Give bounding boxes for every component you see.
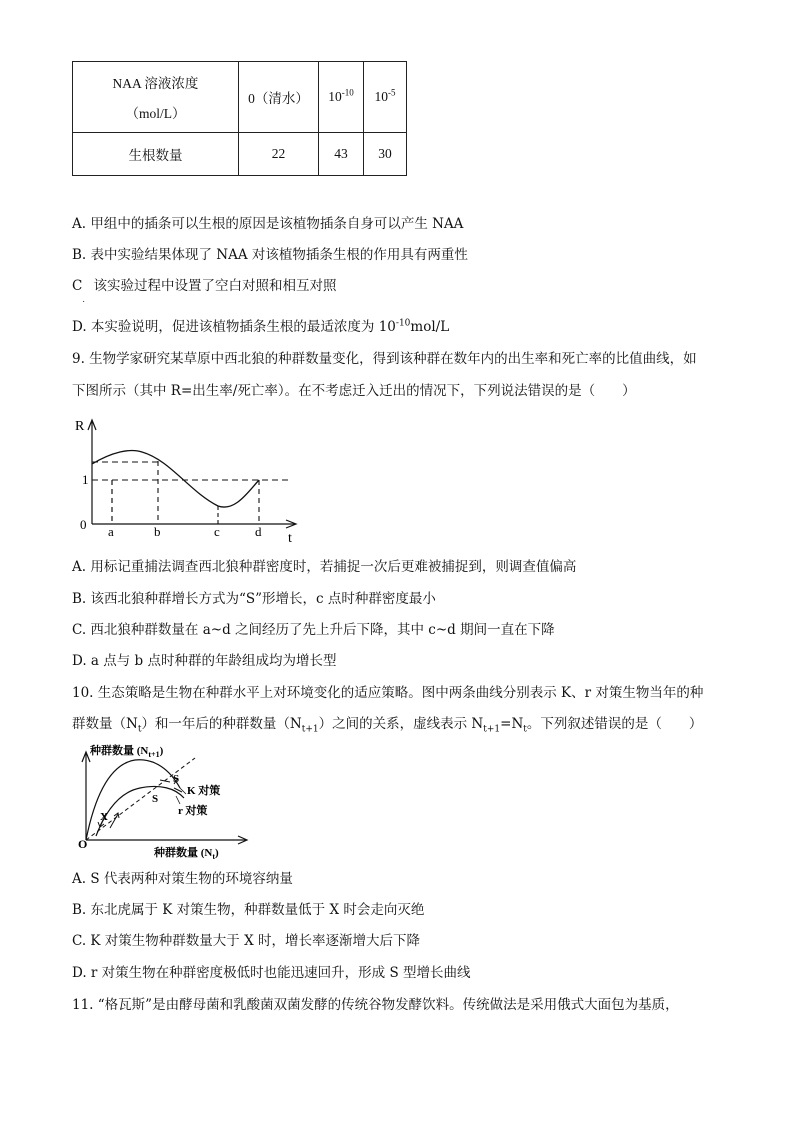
table-header-col2 [364,62,407,133]
table-header-col1 [319,62,364,133]
q10-option-a: A. S 代表两种对策生物的环境容纳量 [72,871,293,887]
q10-r-curve [86,760,180,840]
q9-stem-line2: 下图所示（其中 R=出生率/死亡率）。在不考虑迁入迁出的情况下，下列说法错误的是（ ） [72,383,636,399]
q8-option-d-post: mol/L [410,319,450,335]
q10-identity-line [86,758,195,840]
q10-stem-sub1: t [137,724,142,735]
q9-x-label: t [288,531,292,544]
table-header-label-line2: （mol/L） [125,106,186,121]
q10-stem-part-b: ）和一年后的种群数量（N [141,716,302,732]
col2-exp: -5 [388,87,396,98]
q10-option-d: D. r 对策生物在种群密度极低时也能迅速回升，形成 S 型增长曲线 [72,965,471,981]
q9-option-c: C. 西北狼种群数量在 a~d 之间经历了先上升后下降，其中 c~d 期间一直在下降 [72,622,555,638]
q10-option-b: B. 东北虎属于 K 对策生物，种群数量低于 X 时会走向灭绝 [72,902,425,918]
q10-point-x: X [100,811,108,823]
table-header-label-line1: NAA 溶液浓度 [112,76,199,91]
table-header-col0: 0（清水） [239,62,319,133]
col1-base: 10 [328,89,342,104]
q9-point-c: c [214,524,220,539]
table-row-label: 生根数量 [73,133,239,176]
q8-option-c: $C_.$ 该实验过程中设置了空白对照和相互对照 [72,278,337,304]
q9-option-a: A. 用标记重捕法调查西北狼种群密度时，若捕捉一次后更难被捕捉到，则调查值偏高 [72,559,577,575]
naa-data-table [72,61,407,176]
q10-stem-sub4: t [523,724,527,735]
q9-point-d: d [255,524,262,539]
q10-stem-part-a: 群数量（N [72,716,138,732]
q8-option-d-pre: D. 本实验说明，促进该植物插条生根的最适浓度为 10 [72,319,396,335]
q9-point-a: a [108,524,114,539]
q9-r-graph [70,412,310,544]
q10-option-c: C. K 对策生物种群数量大于 X 时，增长率逐渐增大后下降 [72,933,421,949]
q9-option-d: D. a 点与 b 点时种群的年龄组成均为增长型 [72,653,337,669]
q10-k-label: K 对策 [187,785,221,797]
q10-point-s-lower: S [152,793,159,805]
col1-exp: -10 [341,87,354,98]
q9-option-b: B. 该西北狼种群增长方式为“S”形增长，c 点时种群密度最小 [72,591,436,607]
q10-stem-part-d: =N [500,716,524,732]
q9-stem-line1: 9. 生物学家研究某草原中西北狼的种群数量变化，得到该种群在数年内的出生率和死亡率的比值曲线，如 [72,351,697,367]
q10-stem-sub2: t+1 [301,724,319,735]
table-cell-1: 43 [319,133,364,176]
q10-origin: O [78,837,88,851]
q9-y-label: R [75,419,85,434]
q9-point-b: b [154,524,161,539]
q11-stem-line1: 11. “格瓦斯”是由酵母菌和乳酸菌双菌发酵的传统谷物发酵饮料。传统做法是采用俄式大面包为基质， [72,997,679,1013]
q10-stem-line1: 10. 生态策略是生物在种群水平上对环境变化的适应策略。图中两条曲线分别表示 K、r 对策生物当年的种 [72,685,704,701]
table-cell-2: 30 [364,133,407,176]
q8-option-d-exp: -10 [395,318,411,329]
q8-option-d [72,318,449,336]
q10-y-label: 种群数量 $(N_{t+1})$ [90,745,164,759]
q10-stem-part-e: 。下列叙述错误的是（ ） [526,716,703,732]
q10-stem-line2 [72,715,702,733]
q10-strategy-graph [70,740,270,864]
q9-y-tick-1: 1 [82,472,89,487]
q9-origin: 0 [80,517,87,532]
col2-base: 10 [374,89,388,104]
table-header-label [73,62,239,133]
q10-stem-sub3: t+1 [483,724,501,735]
q10-r-label: r 对策 [178,805,208,817]
q8-option-a: A. 甲组中的插条可以生根的原因是该植物插条自身可以产生 NAA [72,216,464,232]
q8-option-c-text: 该实验过程中设置了空白对照和相互对照 [93,278,337,294]
q9-r-curve [92,451,259,508]
q10-r-leader [176,796,180,804]
q10-stem-part-c: ）之间的关系，虚线表示 N [318,716,484,732]
q8-option-c-letter: C [72,278,83,294]
q10-x-label: 种群数量 $(N_t)$ [154,847,219,861]
q8-option-b: B. 表中实验结果体现了 NAA 对该植物插条生根的作用具有两重性 [72,247,468,263]
table-cell-0: 22 [239,133,319,176]
q10-k-curve [96,786,184,836]
q10-point-s-upper: S [173,773,180,785]
